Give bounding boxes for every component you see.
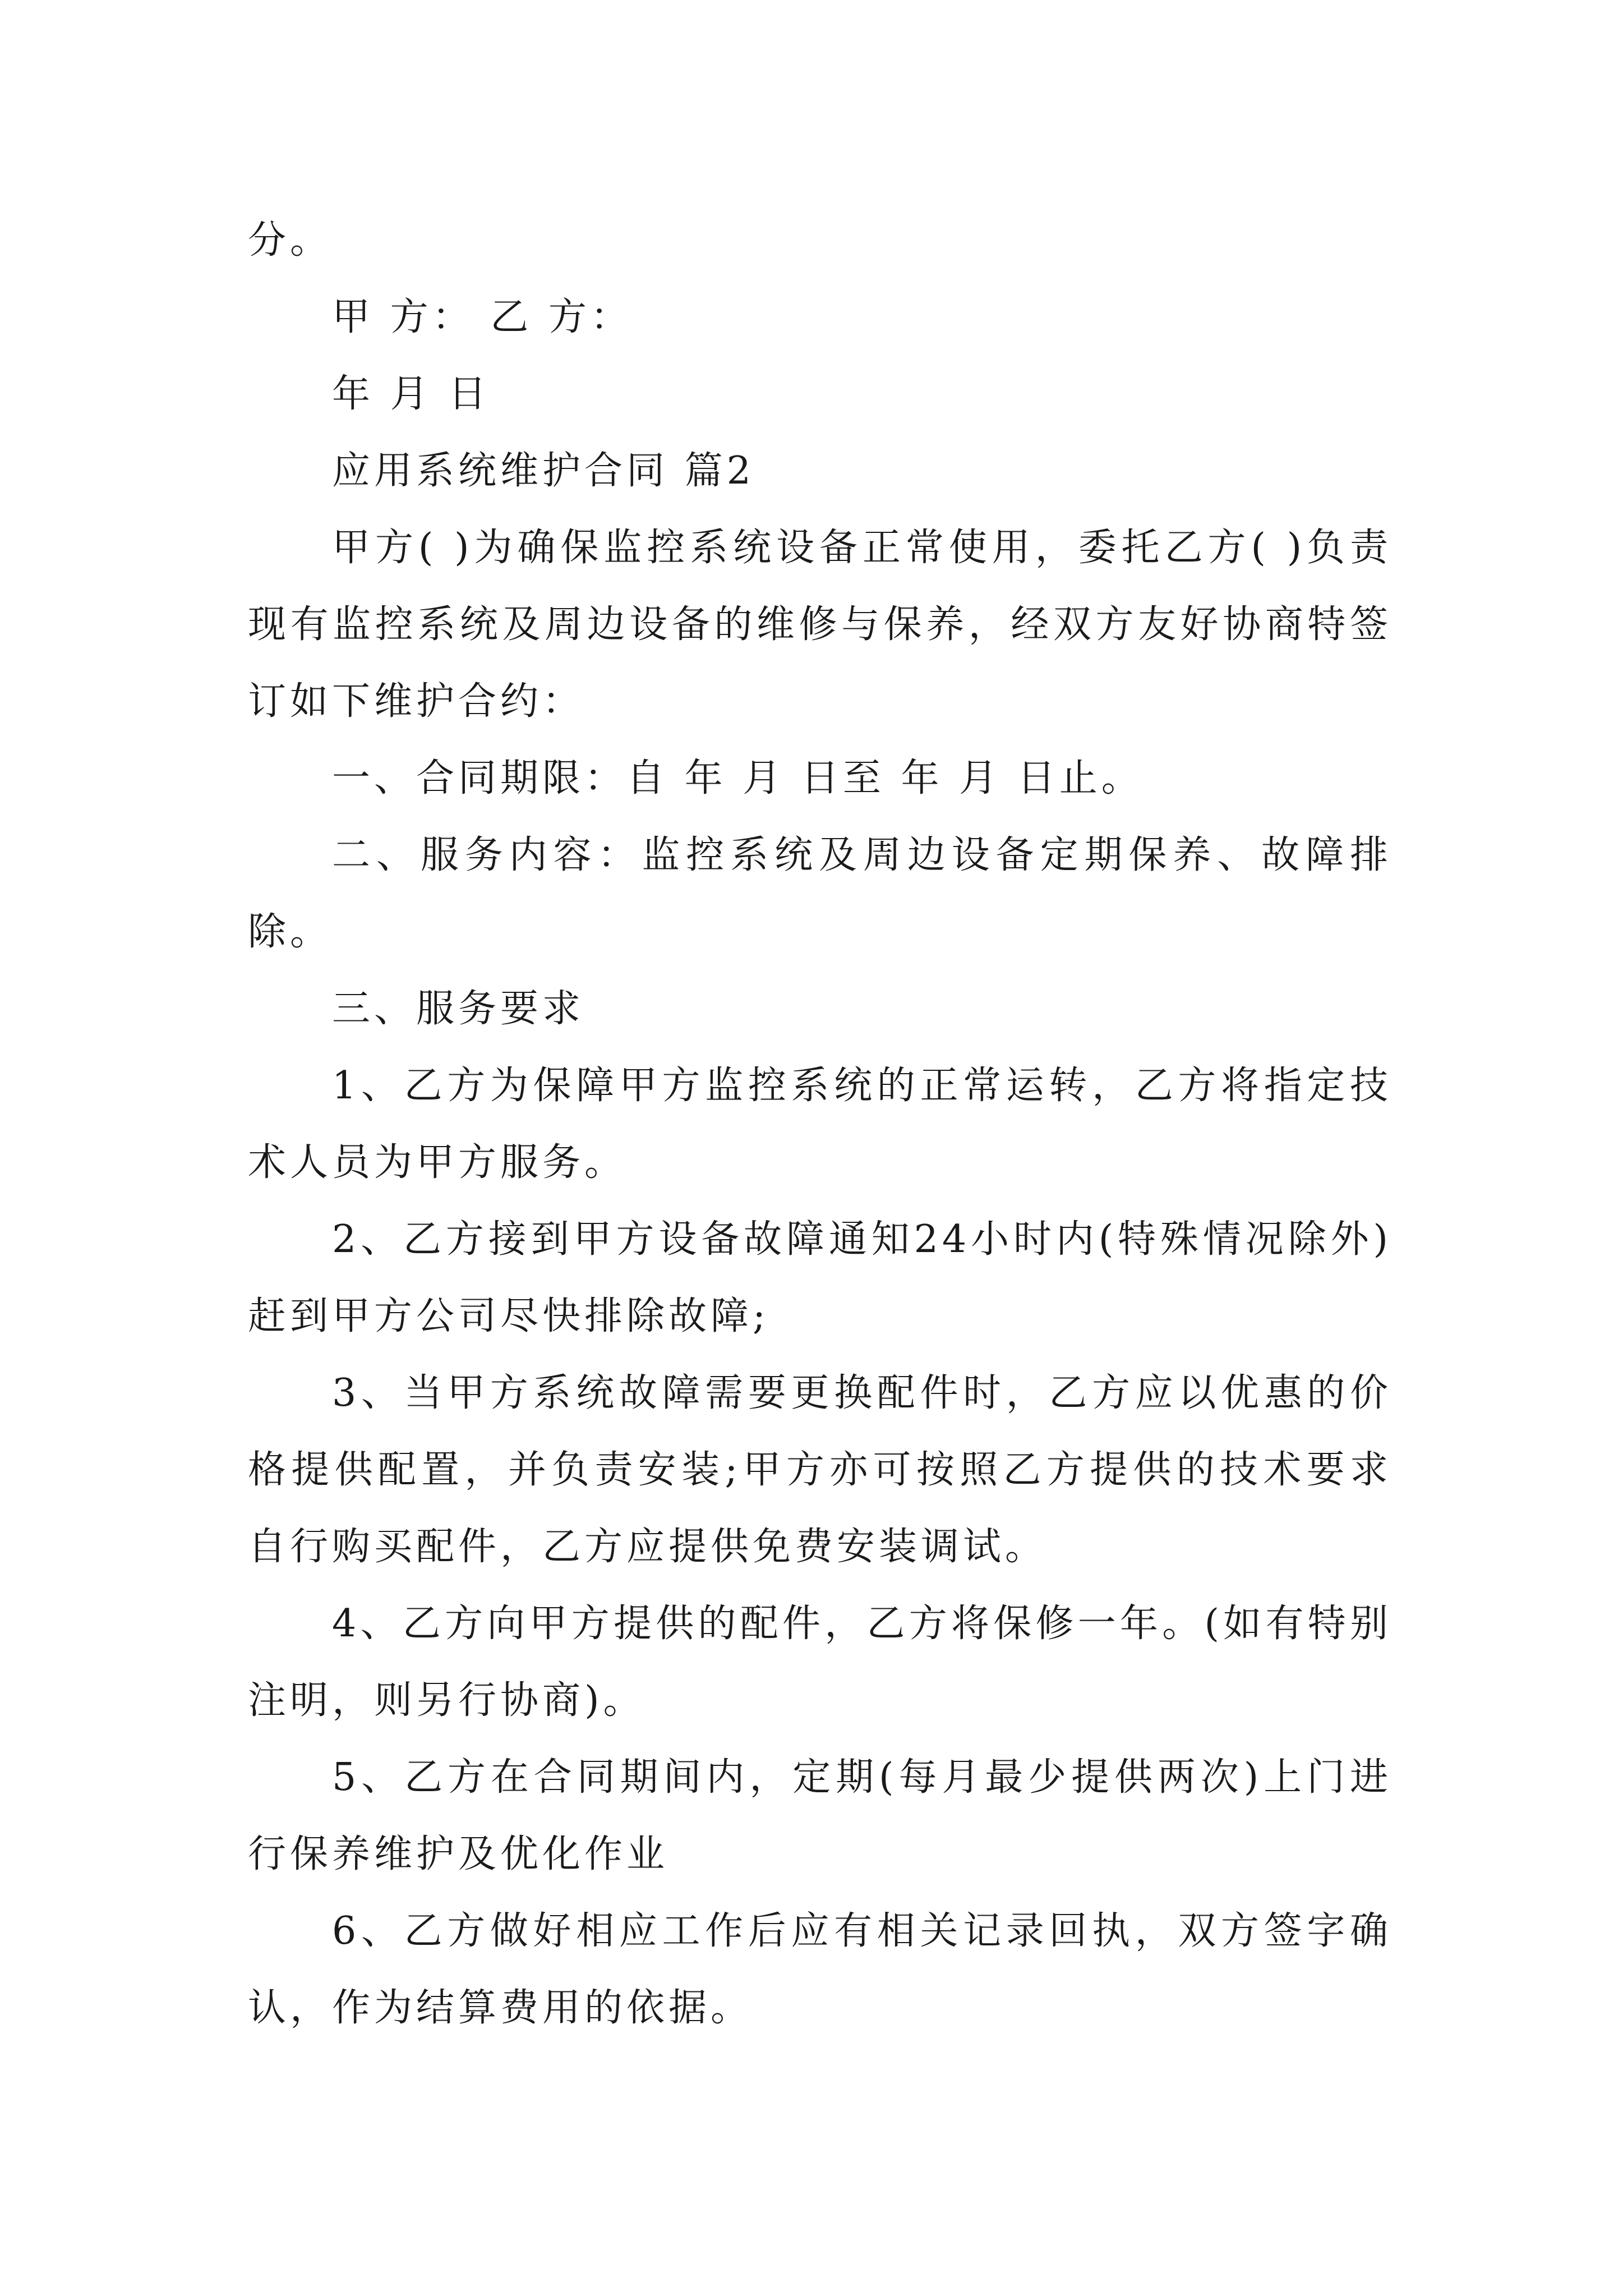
requirement-item-3: 3、当甲方系统故障需要更换配件时，乙方应以优惠的价格提供配置，并负责安装;甲方亦可按照乙方提供的技术要求自行购买配件，乙方应提供免费安装调试。 [248, 1371, 1392, 1569]
signature-parties-line: 甲 方： 乙 方： [332, 295, 633, 339]
requirement-item-2: 2、乙方接到甲方设备故障通知24小时内(特殊情况除外)赶到甲方公司尽快排除故障; [248, 1217, 1392, 1338]
section-heading: 应用系统维护合同 篇2 [332, 449, 755, 493]
paragraph-continuation: 分。 [248, 218, 333, 263]
requirement-item-6: 6、乙方做好相应工作后应有相关记录回执，双方签字确认，作为结算费用的依据。 [248, 1909, 1392, 2030]
document-body [248, 202, 1392, 2046]
requirement-item-4: 4、乙方向甲方提供的配件，乙方将保修一年。(如有特别注明，则另行协商)。 [248, 1602, 1392, 1723]
contract-preamble: 甲方( )为确保监控系统设备正常使用，委托乙方( )负责现有监控系统及周边设备的维修与保养，经双方友好协商特签订如下维护合约： [248, 526, 1392, 724]
clause-service-requirements-heading: 三、服务要求 [332, 987, 585, 1031]
clause-term: 一、合同期限：自 年 月 日至 年 月 日止。 [332, 756, 1144, 800]
signature-date-line: 年 月 日 [332, 372, 491, 416]
requirement-item-1: 1、乙方为保障甲方监控系统的正常运转，乙方将指定技术人员为甲方服务。 [248, 1064, 1392, 1185]
clause-service-content: 二、服务内容：监控系统及周边设备定期保养、故障排除。 [248, 833, 1392, 954]
requirement-item-5: 5、乙方在合同期间内，定期(每月最少提供两次)上门进行保养维护及优化作业 [248, 1755, 1392, 1876]
